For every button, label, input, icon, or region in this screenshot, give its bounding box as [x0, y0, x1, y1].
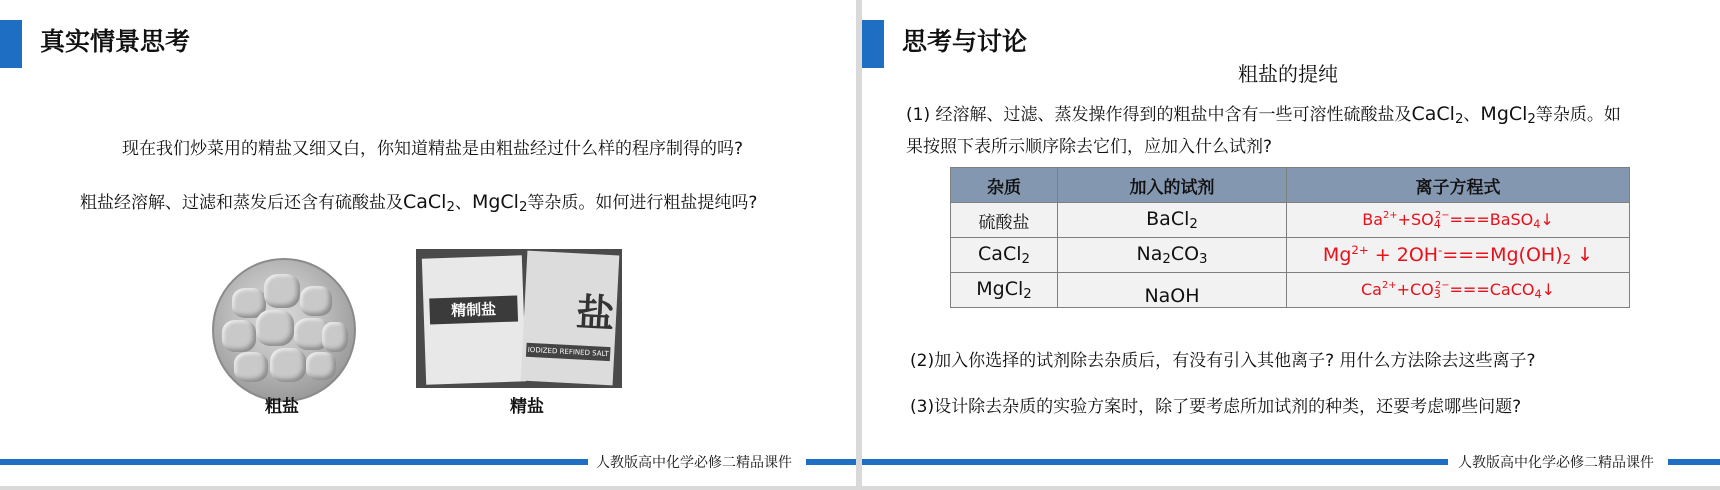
reagent-na2co3: $Na_2CO_3$	[1058, 238, 1287, 273]
para2-suffix: 等杂质。如何进行粗盐提纯吗?	[527, 193, 758, 213]
question-1-line-2: 果按照下表所示顺序除去它们，应加入什么试剂?	[906, 137, 1273, 157]
footer-text: 人教版高中化学必修二精品课件	[1458, 455, 1654, 471]
question-paragraph-2: 粗盐经溶解、过滤和蒸发后还含有硫酸盐及CaCl$_2$、MgCl$_2$等杂质。如何进行粗盐提纯吗?	[80, 191, 758, 215]
caption-refined-salt: 精盐	[510, 397, 544, 417]
question-2: (2)加入你选择的试剂除去杂质后，有没有引入其他离子? 用什么方法除去这些离子?	[910, 351, 1536, 371]
question-paragraph-1: 现在我们炒菜用的精盐又细又白，你知道精盐是由粗盐经过什么样的程序制得的吗?	[122, 139, 744, 159]
footer-text: 人教版高中化学必修二精品课件	[596, 455, 792, 471]
footer-line-left	[0, 459, 588, 465]
section-subtitle: 粗盐的提纯	[1238, 62, 1338, 86]
reagent-naoh: NaOH	[1058, 273, 1287, 308]
caption-coarse-salt: 粗盐	[265, 397, 299, 417]
impurity-mgcl2: MgCl$_2$	[951, 273, 1058, 308]
header-reagent: 加入的试剂	[1058, 168, 1287, 203]
page-title: 思考与讨论	[902, 27, 1028, 56]
impurity-table	[950, 167, 1630, 308]
impurity-cacl2: CaCl$_2$	[951, 238, 1058, 273]
page-title: 真实情景思考	[40, 27, 191, 56]
impurity-sulfate: 硫酸盐	[951, 203, 1058, 238]
footer-line-right	[806, 459, 856, 465]
formula-cacl2: CaCl$_2$	[1411, 103, 1464, 127]
title-accent-bar	[862, 20, 884, 68]
formula-mgcl2: MgCl$_2$	[471, 191, 528, 215]
coarse-salt-image	[212, 258, 356, 402]
salt-bag-2: 盐 IODIZED REFINED SALT	[521, 251, 620, 386]
header-impurity: 杂质	[951, 168, 1058, 203]
para2-prefix: 粗盐经溶解、过滤和蒸发后还含有硫酸盐及	[80, 193, 403, 213]
question-3: (3)设计除去杂质的实验方案时，除了要考虑所加试剂的种类，还要考虑哪些问题?	[910, 397, 1522, 417]
equation-row-1: $Ba^{2+}+SO_4^{2-}===BaSO_4↓$	[1287, 203, 1630, 238]
slide-think-discuss	[862, 0, 1720, 486]
table-header-row	[951, 168, 1630, 203]
reagent-bacl2: BaCl$_2$	[1058, 203, 1287, 238]
question-1-line-1: (1) 经溶解、过滤、蒸发操作得到的粗盐中含有一些可溶性硫酸盐及CaCl$_2$、MgCl$_2$等杂质。如	[906, 103, 1621, 127]
table-row	[951, 238, 1630, 273]
equation-row-2: $Mg^{2+} + 2OH^-===Mg(OH)_2$ ↓	[1287, 238, 1630, 273]
formula-mgcl2: MgCl$_2$	[1480, 103, 1536, 127]
footer-line-left	[862, 459, 1448, 465]
title-accent-bar	[0, 20, 22, 68]
table-row	[951, 203, 1630, 238]
refined-salt-image	[416, 249, 622, 388]
header-equation: 离子方程式	[1287, 168, 1630, 203]
salt-bag-1: 精制盐	[422, 255, 526, 384]
equation-row-3: $Ca^{2+}+CO_3^{2-}===CaCO_4↓$	[1287, 273, 1630, 308]
formula-cacl2: CaCl$_2$	[403, 191, 455, 215]
table-row	[951, 273, 1630, 308]
slide-real-scenario	[0, 0, 856, 486]
footer-line-right	[1668, 459, 1720, 465]
